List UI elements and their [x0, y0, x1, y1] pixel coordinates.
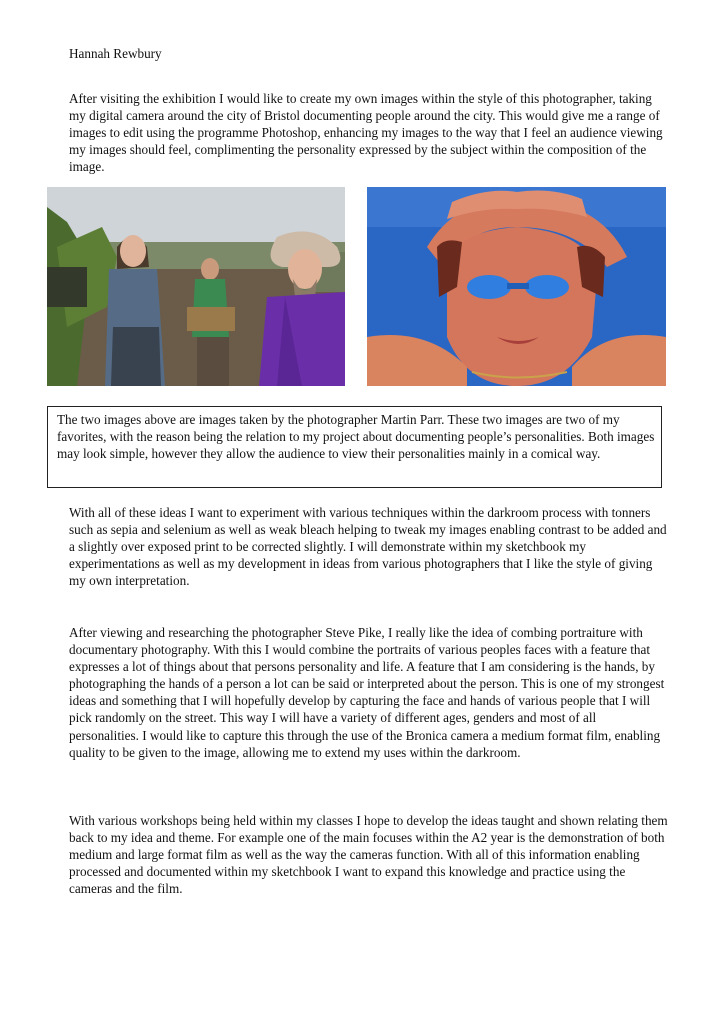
author-name: Hannah Rewbury — [69, 46, 162, 61]
photo-allotment-men — [47, 187, 345, 386]
caption-text: The two images above are images taken by the photographer Martin Parr. These two images are two of my favorites, with the reason being the relation to my project about documenting people’s personalities. Both images may look simple, however they allow the audience to view their personalities mainly in a comical way. — [57, 412, 655, 462]
sunbather-photo-illustration — [367, 187, 666, 386]
intro-paragraph: After visiting the exhibition I would like to create my own images within the style of this photographer, taking my digital camera around the city of Bristol documenting people around the city. This would give me a range of images to edit using the programme Photoshop, enhancing my images to the way that I feel an audience viewing my images should feel, complimenting the personality expressed by the subject within the composition of the image. — [69, 91, 663, 175]
steve-pike-paragraph: After viewing and researching the photographer Steve Pike, I really like the idea of combing portraiture with documentary photography. With this I would combine the portraits of various peoples faces with a feature that expresses a lot of things about that persons personality and life. A feature that I am considering is the hands, by photographing the hands of a person a lot can be said or interpreted about the person. This is one of my strongest ideas and something that I will hopefully develop by capturing the face and hands of various people that I will pick randomly on the street. This way I will have a variety of different ages, genders and most of all personalities. I would like to capture this through the use of the Bronica camera a medium format film, enabling quality to be given to the image, allowing me to extend my uses within the darkroom. — [69, 625, 665, 760]
caption-box — [47, 406, 662, 488]
photo-sunbather — [367, 187, 666, 386]
workshops-paragraph: With various workshops being held within my classes I hope to develop the ideas taught and shown relating them back to my idea and theme. For example one of the main focuses within the A2 year is the demonstration of both medium and large format film as well as the way the cameras function. With all of this information enabling processed and documented within my sketchbook I want to expand this knowledge and practice using the cameras and the film. — [69, 813, 668, 897]
darkroom-paragraph: With all of these ideas I want to experiment with various techniques within the darkroom process with tonners such as sepia and selenium as well as weak bleach helping to tweak my images enabling contrast to be added and a slightly over exposed print to be corrected slightly. I will demonstrate within my sketchbook my experimentations as well as my development in ideas from various photographers that I like the style of giving my own interpretation. — [69, 505, 667, 589]
allotment-photo-illustration — [47, 187, 345, 386]
